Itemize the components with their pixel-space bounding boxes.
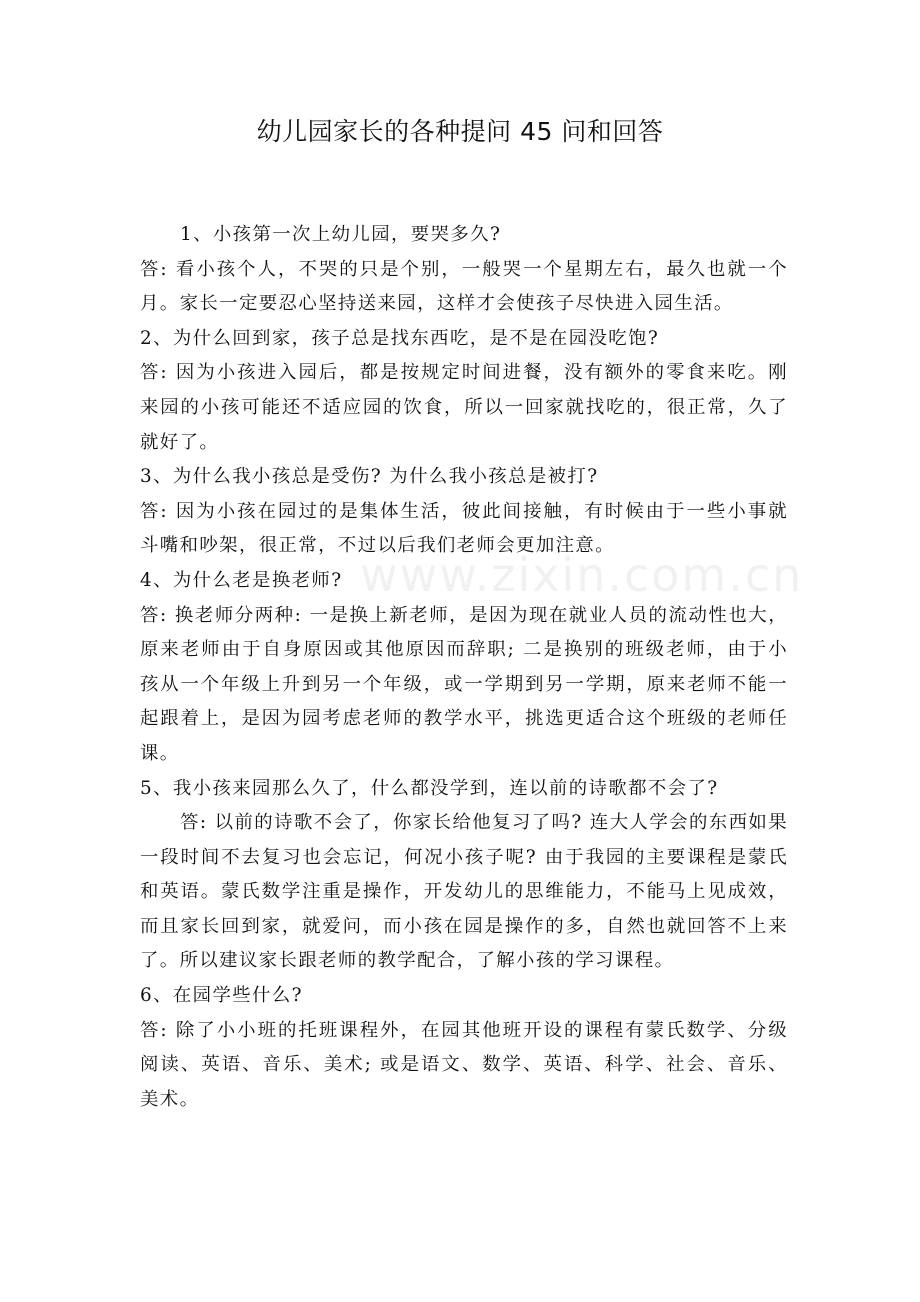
answer-2: 答: 因为小孩进入园后，都是按规定时间进餐，没有额外的零食来吃。刚来园的小孩可能还不适应园的饮食，所以一回家就找吃的，很正常，久了就好了。 xyxy=(140,362,788,453)
answer-3: 答: 因为小孩在园过的是集体生活，彼此间接触，有时候由于一些小事就斗嘴和吵架，很正常，不过以后我们老师会更加注意。 xyxy=(140,500,788,557)
watermark: www.zixin.com.cn xyxy=(360,548,804,602)
document-title: 幼儿园家长的各种提问 45 问和回答 xyxy=(256,117,664,146)
answer-6: 答: 除了小小班的托班课程外，在园其他班开设的课程有蒙氏数学、分级阅读、英语、音乐、美术; 或是语文、数学、英语、科学、社会、音乐、美术。 xyxy=(140,1019,788,1110)
answer-5: 答: 以前的诗歌不会了，你家长给他复习了吗? 连大人学会的东西如果一段时间不去复习也会忘记，何况小孩子呢? 由于我园的主要课程是蒙氏和英语。蒙氏数学注重是操作，开发幼儿的思维能力，不能马上见成效，而且家长回到家，就爱问，而小孩在园是操作的多，自然也就回答不上来了。所以建议家长跟老师的教学配合，了解小孩的学习课程。 xyxy=(140,812,788,972)
document-body xyxy=(140,218,788,1117)
question-4: 4、为什么老是换老师? xyxy=(140,569,343,591)
question-1: 1、小孩第一次上幼儿园，要哭多久? xyxy=(180,224,502,245)
question-5: 5、我小孩来园那么久了，什么都没学到，连以前的诗歌都不会了? xyxy=(140,777,719,799)
question-2: 2、为什么回到家，孩子总是找东西吃，是不是在园没吃饱? xyxy=(140,327,660,349)
question-3: 3、为什么我小孩总是受伤? 为什么我小孩总是被打? xyxy=(140,466,599,488)
answer-4: 答: 换老师分两种: 一是换上新老师，是因为现在就业人员的流动性也大，原来老师由于自身原因或其他原因而辞职; 二是换别的班级老师，由于小孩从一个年级上升到另一个年级，或一学期到另一学期，原来老师不能一起跟着上，是因为园考虑老师的教学水平，挑选更适合这个班级的老师任课。 xyxy=(140,604,788,764)
question-6: 6、在园学些什么? xyxy=(140,985,303,1007)
answer-1: 答: 看小孩个人，不哭的只是个别，一般哭一个星期左右，最久也就一个月。家长一定要忍心坚持送来园，这样才会使孩子尽快进入园生活。 xyxy=(140,258,788,315)
